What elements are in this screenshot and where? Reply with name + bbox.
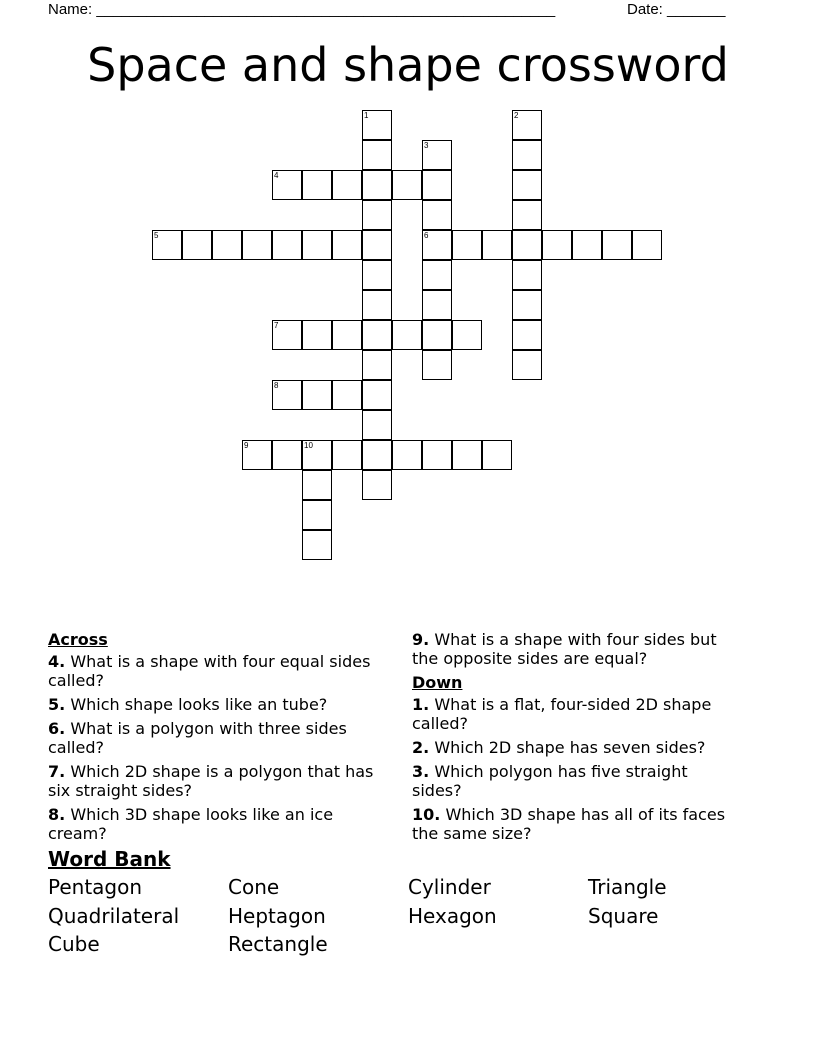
clue-number: 9. xyxy=(412,630,430,649)
grid-cell[interactable] xyxy=(362,170,392,200)
grid-cell[interactable] xyxy=(302,530,332,560)
clue-number-label: 4 xyxy=(274,171,279,180)
grid-cell[interactable] xyxy=(422,230,452,260)
grid-cell[interactable] xyxy=(302,380,332,410)
clue-down-1 xyxy=(412,695,742,733)
grid-cell[interactable] xyxy=(422,350,452,380)
word-bank-item: Heptagon xyxy=(228,904,326,928)
grid-cell[interactable] xyxy=(152,230,182,260)
grid-cell[interactable] xyxy=(272,230,302,260)
clue-across-5 xyxy=(48,695,378,714)
grid-cell[interactable] xyxy=(392,320,422,350)
grid-cell[interactable] xyxy=(362,110,392,140)
grid-cell[interactable] xyxy=(512,200,542,230)
clue-across-9 xyxy=(412,630,742,668)
word-bank-item: Hexagon xyxy=(408,904,497,928)
clue-across-6 xyxy=(48,719,378,757)
grid-cell[interactable] xyxy=(302,500,332,530)
grid-cell[interactable] xyxy=(272,170,302,200)
clue-down-10 xyxy=(412,805,742,843)
grid-cell[interactable] xyxy=(272,380,302,410)
word-bank-item: Cube xyxy=(48,932,100,956)
grid-cell[interactable] xyxy=(422,320,452,350)
grid-cell[interactable] xyxy=(512,140,542,170)
grid-cell[interactable] xyxy=(632,230,662,260)
grid-cell[interactable] xyxy=(362,230,392,260)
clue-text: Which 3D shape has all of its faces the same size? xyxy=(412,805,726,843)
name-field-label: Name: _______________________________________________________ xyxy=(48,1,556,18)
clue-across-7 xyxy=(48,762,378,800)
clue-number-label: 1 xyxy=(364,111,369,120)
clue-text: What is a polygon with three sides called? xyxy=(48,719,347,757)
grid-cell[interactable] xyxy=(512,320,542,350)
clue-number-label: 9 xyxy=(244,441,249,450)
grid-cell[interactable] xyxy=(422,290,452,320)
word-bank-item: Cylinder xyxy=(408,875,491,899)
clues-right-column xyxy=(412,630,742,848)
grid-cell[interactable] xyxy=(272,320,302,350)
grid-cell[interactable] xyxy=(392,170,422,200)
clue-number: 7. xyxy=(48,762,66,781)
grid-cell[interactable] xyxy=(362,380,392,410)
clue-number: 6. xyxy=(48,719,66,738)
grid-cell[interactable] xyxy=(362,290,392,320)
grid-cell[interactable] xyxy=(422,440,452,470)
clue-text: What is a shape with four sides but the opposite sides are equal? xyxy=(412,630,717,668)
word-bank-item: Rectangle xyxy=(228,932,328,956)
grid-cell[interactable] xyxy=(332,170,362,200)
clue-number-label: 6 xyxy=(424,231,429,240)
word-bank-item: Cone xyxy=(228,875,280,899)
clue-number: 5. xyxy=(48,695,66,714)
clue-text: What is a flat, four-sided 2D shape called? xyxy=(412,695,712,733)
clue-number: 8. xyxy=(48,805,66,824)
grid-cell[interactable] xyxy=(422,200,452,230)
grid-cell[interactable] xyxy=(422,170,452,200)
clue-text: What is a shape with four equal sides called? xyxy=(48,652,371,690)
grid-cell[interactable] xyxy=(452,320,482,350)
clue-text: Which shape looks like an tube? xyxy=(70,695,328,714)
grid-cell[interactable] xyxy=(512,170,542,200)
clue-across-4 xyxy=(48,652,378,690)
clue-number: 4. xyxy=(48,652,66,671)
grid-cell[interactable] xyxy=(332,380,362,410)
across-heading: Across xyxy=(48,630,108,649)
grid-cell[interactable] xyxy=(362,200,392,230)
clue-down-3 xyxy=(412,762,742,800)
grid-cell[interactable] xyxy=(452,230,482,260)
grid-cell[interactable] xyxy=(212,230,242,260)
clue-number-label: 10 xyxy=(304,441,313,450)
grid-cell[interactable] xyxy=(182,230,212,260)
grid-cell[interactable] xyxy=(422,140,452,170)
grid-cell[interactable] xyxy=(362,440,392,470)
grid-cell[interactable] xyxy=(542,230,572,260)
date-field-label: Date: _______ xyxy=(627,1,726,18)
grid-cell[interactable] xyxy=(332,320,362,350)
grid-cell[interactable] xyxy=(572,230,602,260)
page-title: Space and shape crossword xyxy=(87,38,729,92)
word-bank-title: Word Bank xyxy=(48,847,171,871)
clue-number-label: 2 xyxy=(514,111,519,120)
grid-cell[interactable] xyxy=(362,470,392,500)
grid-cell[interactable] xyxy=(362,320,392,350)
clues-left-column xyxy=(48,630,378,848)
clue-number: 2. xyxy=(412,738,430,757)
clue-down-2 xyxy=(412,738,742,757)
clue-number-label: 3 xyxy=(424,141,429,150)
word-bank-item: Pentagon xyxy=(48,875,143,899)
grid-cell[interactable] xyxy=(362,260,392,290)
clue-text: Which polygon has five straight sides? xyxy=(412,762,688,800)
grid-cell[interactable] xyxy=(512,260,542,290)
clue-number: 10. xyxy=(412,805,441,824)
grid-cell[interactable] xyxy=(362,140,392,170)
word-bank-item: Square xyxy=(588,904,659,928)
grid-cell[interactable] xyxy=(512,290,542,320)
grid-cell[interactable] xyxy=(302,230,332,260)
word-bank-item: Quadrilateral xyxy=(48,904,180,928)
grid-cell[interactable] xyxy=(302,320,332,350)
clue-across-8 xyxy=(48,805,378,843)
grid-cell[interactable] xyxy=(242,230,272,260)
clue-number-label: 7 xyxy=(274,321,279,330)
clue-text: Which 3D shape looks like an ice cream? xyxy=(48,805,334,843)
grid-cell[interactable] xyxy=(512,350,542,380)
grid-cell[interactable] xyxy=(302,470,332,500)
word-bank-item: Triangle xyxy=(588,875,667,899)
grid-cell[interactable] xyxy=(362,350,392,380)
grid-cell[interactable] xyxy=(602,230,632,260)
clue-number: 3. xyxy=(412,762,430,781)
clue-text: Which 2D shape has seven sides? xyxy=(434,738,706,757)
grid-cell[interactable] xyxy=(302,170,332,200)
down-heading: Down xyxy=(412,673,463,692)
grid-cell[interactable] xyxy=(512,230,542,260)
clue-text: Which 2D shape is a polygon that has six straight sides? xyxy=(48,762,374,800)
clue-number-label: 5 xyxy=(154,231,159,240)
clue-number: 1. xyxy=(412,695,430,714)
grid-cell[interactable] xyxy=(422,260,452,290)
grid-cell[interactable] xyxy=(242,440,272,470)
grid-cell[interactable] xyxy=(332,230,362,260)
grid-cell[interactable] xyxy=(482,440,512,470)
grid-cell[interactable] xyxy=(452,440,482,470)
grid-cell[interactable] xyxy=(512,110,542,140)
grid-cell[interactable] xyxy=(332,440,362,470)
grid-cell[interactable] xyxy=(392,440,422,470)
grid-cell[interactable] xyxy=(302,440,332,470)
clue-number-label: 8 xyxy=(274,381,279,390)
grid-cell[interactable] xyxy=(272,440,302,470)
grid-cell[interactable] xyxy=(362,410,392,440)
grid-cell[interactable] xyxy=(482,230,512,260)
